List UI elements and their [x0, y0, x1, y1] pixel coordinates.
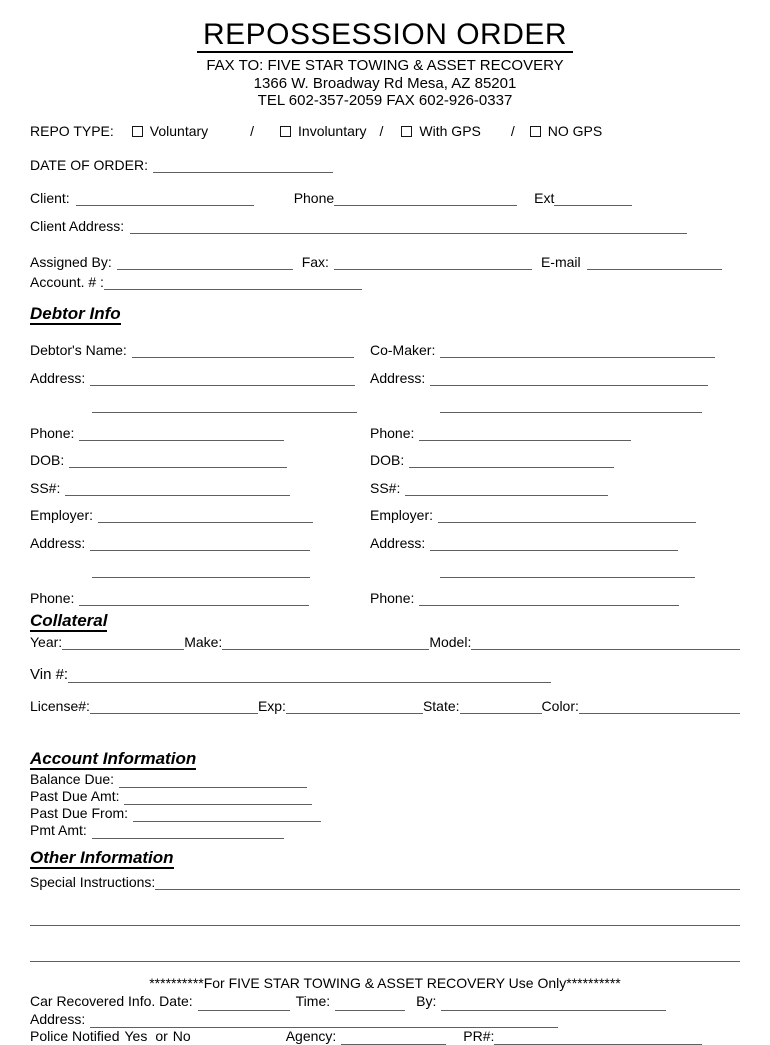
recovered-address-field[interactable]: [90, 1013, 558, 1028]
year-label: Year:: [30, 633, 63, 650]
form-title: REPOSSESSION ORDER: [197, 20, 573, 53]
account-number-row: [30, 274, 740, 290]
past-due-amt-field[interactable]: [124, 790, 312, 805]
debtor-employer-address-label: Address:: [30, 534, 86, 551]
fax-to-line: FAX TO: FIVE STAR TOWING & ASSET RECOVERY: [206, 57, 564, 74]
pr-field[interactable]: [494, 1030, 702, 1045]
account-number-label: Account. # :: [30, 273, 104, 290]
make-field[interactable]: [222, 635, 429, 650]
client-row: [30, 190, 740, 206]
special-instructions-field-line2[interactable]: [30, 911, 740, 926]
debtor-ss-field[interactable]: [65, 481, 290, 496]
email-field[interactable]: [587, 255, 722, 270]
comaker-employer-phone-label: Phone:: [370, 589, 415, 606]
debtor-dob-label: DOB:: [30, 452, 65, 468]
car-recovered-row: [30, 993, 740, 1010]
balance-due-row: [30, 771, 740, 788]
debtor-employer-label: Employer:: [30, 507, 94, 523]
debtor-employer-address-field[interactable]: [90, 536, 310, 551]
debtor-name-row: [30, 331, 365, 359]
client-field[interactable]: [76, 191, 254, 206]
car-recovered-date-label: Car Recovered Info. Date:: [30, 993, 193, 1010]
color-field[interactable]: [579, 699, 740, 714]
fax-field[interactable]: [334, 255, 532, 270]
model-label: Model:: [429, 633, 472, 650]
with-gps-checkbox[interactable]: [401, 126, 412, 137]
separator-slash: /: [379, 122, 384, 139]
debtor-employer-row: [30, 496, 365, 524]
pmt-amt-label: Pmt Amt:: [30, 822, 87, 839]
pmt-amt-field[interactable]: [92, 824, 284, 839]
company-address-line: 1366 W. Broadway Rd Mesa, AZ 85201: [253, 74, 517, 92]
comaker-employer-phone-field[interactable]: [419, 591, 679, 606]
client-ext-field[interactable]: [554, 191, 632, 206]
comaker-phone-field[interactable]: [419, 426, 631, 441]
agency-field[interactable]: [341, 1030, 446, 1045]
debtor-info-heading: Debtor Info: [30, 303, 121, 323]
special-instructions-label: Special Instructions:: [30, 874, 156, 891]
license-label: License#:: [30, 697, 90, 714]
client-phone-label: Phone: [293, 189, 335, 206]
debtor-phone-field[interactable]: [79, 426, 284, 441]
comaker-name-label: Co-Maker:: [370, 342, 436, 358]
company-phone-line: TEL 602-357-2059 FAX 602-926-0337: [257, 92, 513, 109]
client-label: Client:: [30, 189, 70, 206]
comaker-employer-address2-field[interactable]: [440, 563, 695, 578]
special-instructions-row: [30, 874, 740, 890]
separator-slash: /: [510, 122, 515, 139]
special-instructions-field[interactable]: [155, 875, 740, 890]
balance-due-field[interactable]: [119, 773, 307, 788]
license-row: [30, 698, 740, 714]
vin-label: Vin #:: [30, 665, 69, 683]
special-instructions-line3-row: [30, 947, 740, 962]
debtor-ss-label: SS#:: [30, 479, 61, 496]
debtor-employer-phone-field[interactable]: [79, 591, 309, 606]
debtor-dob-row: [30, 441, 365, 469]
comaker-employer-row: [370, 496, 740, 524]
recovered-address-label: Address:: [30, 1010, 86, 1027]
client-address-label: Client Address:: [30, 217, 125, 234]
debtor-address-label: Address:: [30, 369, 86, 386]
debtor-employer-address2-field[interactable]: [92, 563, 310, 578]
client-ext-label: Ext: [534, 189, 555, 206]
recovered-address-row: [30, 1011, 740, 1028]
color-label: Color:: [541, 697, 579, 714]
comaker-ss-row: [370, 468, 740, 496]
collateral-vehicle-row: [30, 634, 740, 650]
license-field[interactable]: [90, 699, 258, 714]
past-due-amt-label: Past Due Amt:: [30, 787, 120, 804]
with-gps-label: With GPS: [419, 122, 481, 139]
comaker-column: [370, 331, 740, 606]
comaker-employer-label: Employer:: [370, 507, 434, 523]
exp-field[interactable]: [286, 699, 423, 714]
debtor-address2-field[interactable]: [92, 398, 357, 413]
comaker-dob-label: DOB:: [370, 452, 405, 468]
no-gps-label: NO GPS: [547, 122, 603, 139]
comaker-phone-row: [370, 413, 740, 441]
comaker-name-field[interactable]: [440, 343, 715, 358]
no-gps-checkbox[interactable]: [530, 126, 541, 137]
assigned-by-row: [30, 254, 740, 270]
comaker-address-field[interactable]: [430, 371, 708, 386]
debtor-name-label: Debtor's Name:: [30, 342, 127, 358]
model-field[interactable]: [471, 635, 740, 650]
vin-field[interactable]: [68, 668, 551, 683]
involuntary-checkbox[interactable]: [280, 126, 291, 137]
comaker-address-row: [370, 358, 740, 386]
state-label: State:: [422, 697, 460, 714]
voluntary-checkbox[interactable]: [132, 126, 143, 137]
comaker-address-label: Address:: [370, 369, 426, 386]
recovered-by-label: By:: [416, 993, 437, 1010]
comaker-name-row: [370, 331, 740, 359]
debtor-employer-phone-row: [30, 578, 365, 606]
date-of-order-row: [30, 157, 740, 173]
year-field[interactable]: [62, 635, 184, 650]
debtor-phone-label: Phone:: [30, 424, 75, 441]
debtor-ss-row: [30, 468, 365, 496]
date-of-order-label: DATE OF ORDER:: [30, 156, 148, 173]
voluntary-label: Voluntary: [149, 122, 209, 139]
repo-type-row: [30, 123, 740, 139]
agency-label: Agency:: [285, 1027, 337, 1044]
assigned-by-label: Assigned By:: [30, 253, 112, 270]
comaker-address2-row: [370, 386, 740, 414]
police-or-label: or: [155, 1027, 168, 1044]
comaker-dob-row: [370, 441, 740, 469]
comaker-employer-phone-row: [370, 578, 740, 606]
debtor-employer-field[interactable]: [98, 508, 313, 523]
comaker-ss-field[interactable]: [405, 481, 608, 496]
vin-row: [30, 666, 740, 683]
pr-label: PR#:: [463, 1027, 495, 1044]
collateral-heading: Collateral: [30, 610, 108, 630]
comaker-employer-address2-row: [370, 551, 740, 579]
pmt-amt-row: [30, 822, 740, 839]
debtor-employer-address2-row: [30, 551, 365, 579]
comaker-employer-address-field[interactable]: [430, 536, 678, 551]
recovered-time-field[interactable]: [335, 996, 405, 1011]
comaker-employer-field[interactable]: [438, 508, 696, 523]
form-header: [30, 20, 740, 110]
account-information-heading: Account Information: [30, 748, 197, 768]
recovered-time-label: Time:: [295, 993, 331, 1010]
debtor-dob-field[interactable]: [69, 453, 287, 468]
account-number-field[interactable]: [104, 275, 362, 290]
police-notified-row: [30, 1028, 740, 1045]
assigned-by-field[interactable]: [117, 255, 293, 270]
comaker-employer-address-row: [370, 523, 740, 551]
past-due-from-label: Past Due From:: [30, 804, 129, 821]
police-notified-label: Police Notified: [30, 1027, 120, 1044]
past-due-from-field[interactable]: [133, 807, 321, 822]
email-label: E-mail: [540, 253, 581, 270]
make-label: Make:: [184, 633, 223, 650]
debtor-address-field[interactable]: [90, 371, 355, 386]
date-of-order-field[interactable]: [153, 158, 333, 173]
state-field[interactable]: [460, 699, 542, 714]
debtor-address-row: [30, 358, 365, 386]
debtor-employer-phone-label: Phone:: [30, 589, 75, 606]
separator-slash: /: [250, 122, 255, 139]
debtor-employer-address-row: [30, 523, 365, 551]
recovered-date-field[interactable]: [198, 996, 290, 1011]
comaker-phone-label: Phone:: [370, 424, 415, 441]
involuntary-label: Involuntary: [298, 122, 367, 139]
past-due-from-row: [30, 805, 740, 822]
comaker-dob-field[interactable]: [409, 453, 614, 468]
special-instructions-field-line3[interactable]: [30, 947, 740, 962]
special-instructions-line2-row: [30, 911, 740, 926]
client-phone-field[interactable]: [334, 191, 517, 206]
other-information-heading: Other Information: [30, 848, 174, 868]
repo-type-label: REPO TYPE:: [30, 122, 114, 139]
office-use-banner: **********For FIVE STAR TOWING & ASSET RECOVERY Use Only**********: [149, 975, 621, 992]
debtor-name-field[interactable]: [132, 343, 354, 358]
client-address-field[interactable]: [130, 219, 687, 234]
debtor-column: [30, 331, 365, 606]
fax-label: Fax:: [301, 253, 329, 270]
recovered-by-field[interactable]: [441, 996, 666, 1011]
comaker-address2-field[interactable]: [440, 398, 702, 413]
police-no-option[interactable]: No: [172, 1027, 191, 1044]
client-address-row: [30, 218, 740, 234]
balance-due-label: Balance Due:: [30, 770, 115, 787]
debtor-address2-row: [30, 386, 365, 414]
exp-label: Exp:: [257, 697, 286, 714]
comaker-ss-label: SS#:: [370, 479, 401, 496]
debtor-phone-row: [30, 413, 365, 441]
debtor-info-grid: [30, 331, 740, 606]
police-yes-option[interactable]: Yes: [124, 1027, 148, 1044]
past-due-amt-row: [30, 788, 740, 805]
comaker-employer-address-label: Address:: [370, 534, 426, 551]
